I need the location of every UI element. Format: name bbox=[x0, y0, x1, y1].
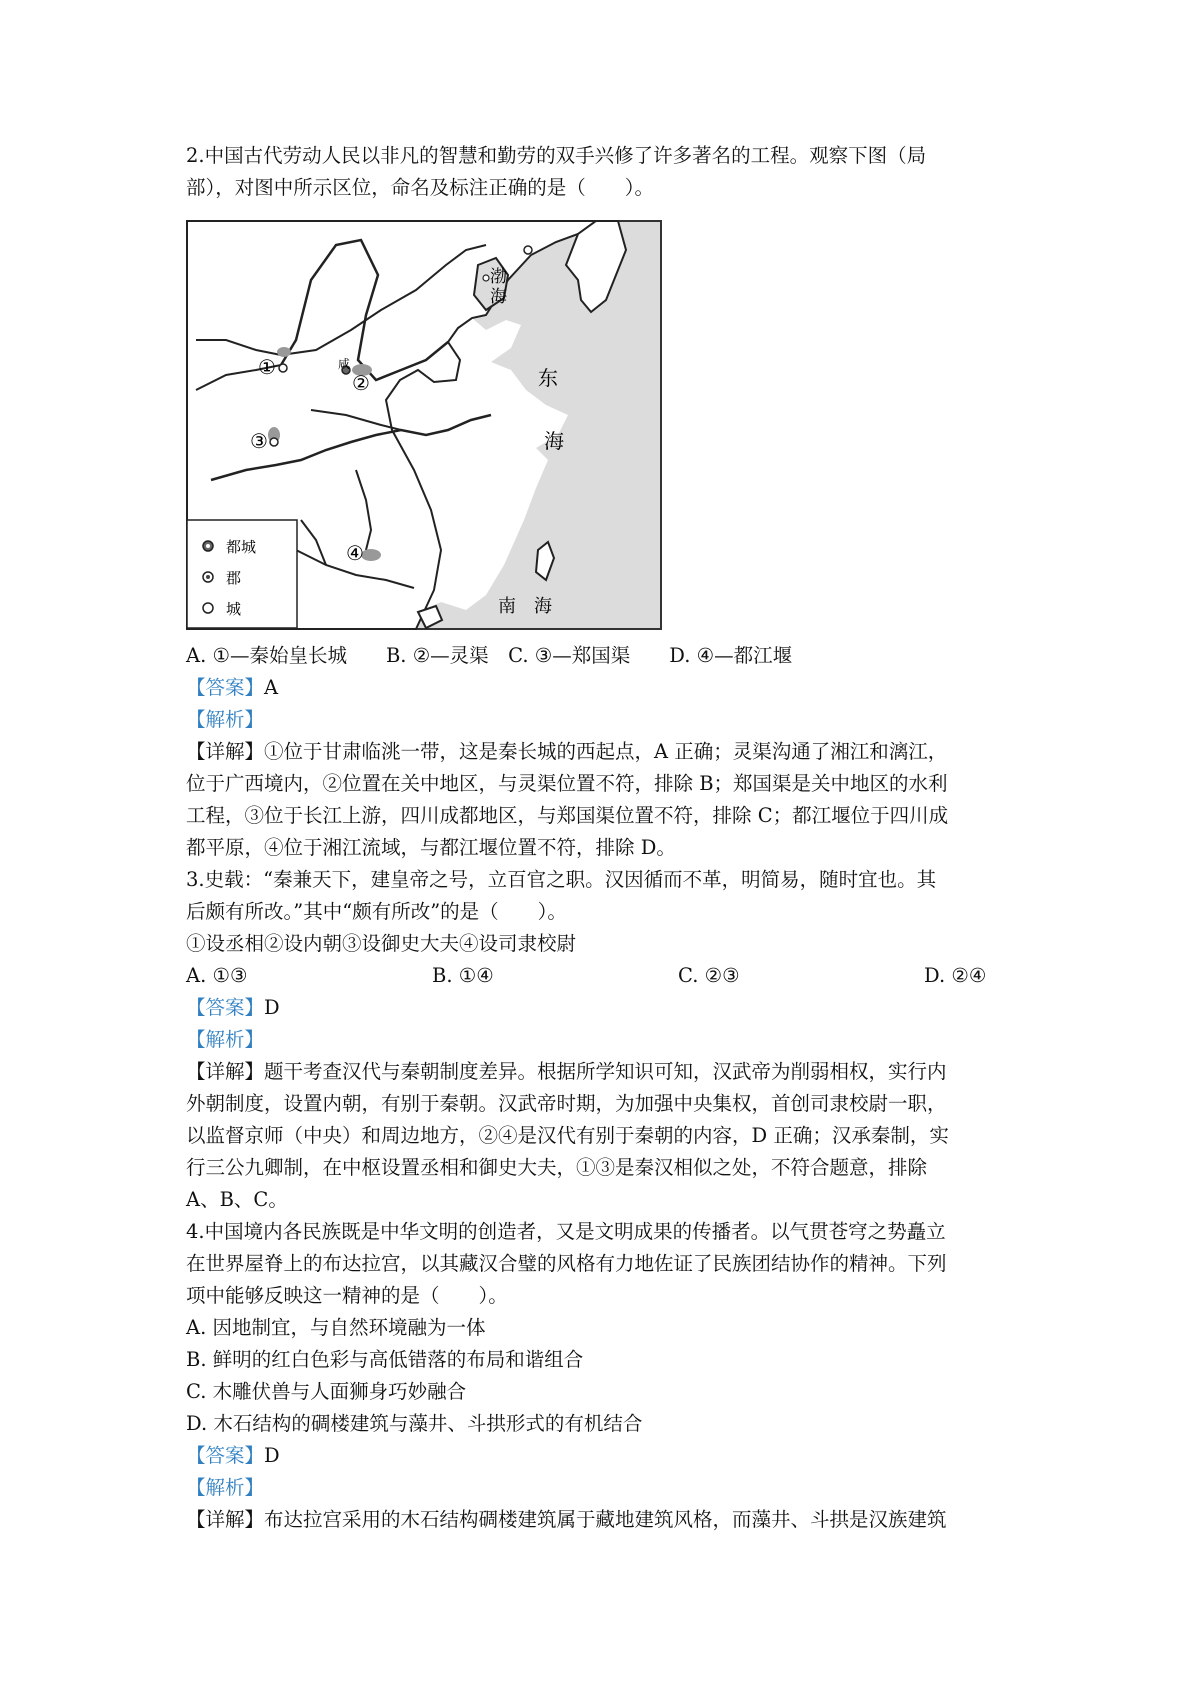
site-4-shading bbox=[361, 549, 381, 561]
q4-detail-text1: 布达拉宫采用的木石结构碉楼建筑属于藏地建筑风格，而藻井、斗拱是汉族建筑 bbox=[264, 1508, 947, 1531]
q2-options: A. ①—秦始皇长城 B. ②—灵渠 C. ③—郑国渠 D. ④—都江堰 bbox=[186, 644, 793, 667]
q3-option-c: C. ②③ bbox=[678, 964, 740, 987]
q3-answer: D bbox=[264, 996, 280, 1019]
q3-option-b: B. ①④ bbox=[432, 964, 494, 987]
site-marker-3: ③ bbox=[250, 429, 268, 453]
q3-detail-line5: A、B、C。 bbox=[186, 1188, 288, 1211]
q4-analysis-line bbox=[186, 1472, 1026, 1504]
map-legend bbox=[187, 520, 297, 628]
q2-analysis-line bbox=[186, 704, 1026, 736]
q3-items: ①设丞相②设内朝③设御史大夫④设司隶校尉 bbox=[186, 932, 577, 955]
label-bohai-2: 海 bbox=[490, 287, 507, 307]
document-page bbox=[186, 140, 1026, 1536]
q3-detail-line4: 行三公九卿制，在中枢设置丞相和御史大夫，①③是秦汉相似之处，不符合题意，排除 bbox=[186, 1156, 928, 1179]
analysis-tag: 【解析】 bbox=[186, 1028, 265, 1051]
q3-detail-line2: 外朝制度，设置内朝，有别于秦朝。汉武帝时期，为加强中央集权，首创司隶校尉一职， bbox=[186, 1092, 947, 1115]
legend-city-label: 城 bbox=[226, 600, 242, 618]
label-bohai-1: 渤 bbox=[490, 267, 507, 287]
city-marker bbox=[483, 275, 489, 281]
q4-option-c: C. 木雕伏兽与人面狮身巧妙融合 bbox=[186, 1380, 467, 1403]
q3-stem-line1: 3.史载：“秦兼天下，建皇帝之号，立百官之职。汉因循而不革，明简易，随时宜也。其 bbox=[186, 868, 937, 891]
legend-city-symbol bbox=[203, 603, 213, 613]
q4-stem-line1: 4.中国境内各民族既是中华文明的创造者，又是文明成果的传播者。以气贯苍穹之势矗立 bbox=[186, 1220, 946, 1243]
q2-stem-line1: 2.中国古代劳动人民以非凡的智慧和勤劳的双手兴修了许多著名的工程。观察下图（局 bbox=[186, 144, 927, 167]
map-figure bbox=[186, 220, 662, 630]
label-xianyang: 咸 bbox=[338, 357, 351, 371]
q3-stem-line2: 后颇有所改。”其中“颇有所改”的是（ ）。 bbox=[186, 900, 567, 923]
city-marker bbox=[270, 438, 278, 446]
q3-detail-line1 bbox=[186, 1056, 1026, 1088]
city-marker bbox=[279, 364, 287, 372]
q4-option-d: D. 木石结构的碉楼建筑与藻井、斗拱形式的有机结合 bbox=[186, 1412, 643, 1435]
site-marker-1: ① bbox=[258, 355, 276, 379]
q2-detail-line2: 位于广西境内，②位置在关中地区，与灵渠位置不符，排除 B；郑国渠是关中地区的水利 bbox=[186, 772, 948, 795]
legend-commandery-label: 郡 bbox=[226, 569, 242, 587]
q2-answer-line bbox=[186, 672, 1026, 704]
answer-tag: 【答案】 bbox=[186, 676, 265, 699]
legend-capital-dot bbox=[206, 544, 210, 548]
q2-stem-line2: 部），对图中所示区位，命名及标注正确的是（ ）。 bbox=[186, 176, 655, 199]
q3-answer-line bbox=[186, 992, 1026, 1024]
legend-commandery-dot bbox=[206, 575, 210, 579]
q3-option-d: D. ②④ bbox=[924, 964, 987, 987]
answer-tag: 【答案】 bbox=[186, 996, 265, 1019]
answer-tag: 【答案】 bbox=[186, 1444, 265, 1467]
q2-detail-text1: ①位于甘肃临洮一带，这是秦长城的西起点，A 正确；灵渠沟通了湘江和漓江， bbox=[264, 740, 948, 763]
detail-tag: 【详解】 bbox=[186, 740, 265, 763]
label-donghai-2: 海 bbox=[544, 429, 564, 453]
q4-stem-line2: 在世界屋脊上的布达拉宫，以其藏汉合璧的风格有力地佐证了民族团结协作的精神。下列 bbox=[186, 1252, 947, 1275]
label-donghai-1: 东 bbox=[538, 366, 558, 390]
analysis-tag: 【解析】 bbox=[186, 1476, 265, 1499]
q2-detail-line3: 工程，③位于长江上游，四川成都地区，与郑国渠位置不符，排除 C；都江堰位于四川成 bbox=[186, 804, 949, 827]
q3-analysis-line bbox=[186, 1024, 1026, 1056]
q3-options bbox=[186, 960, 1026, 992]
analysis-tag: 【解析】 bbox=[186, 708, 265, 731]
label-nanhai: 南 海 bbox=[498, 596, 552, 617]
q4-answer-line bbox=[186, 1440, 1026, 1472]
q3-detail-text1: 题干考查汉代与秦朝制度差异。根据所学知识可知，汉武帝为削弱相权，实行内 bbox=[264, 1060, 947, 1083]
detail-tag: 【详解】 bbox=[186, 1508, 265, 1531]
site-marker-4: ④ bbox=[346, 541, 364, 565]
q4-detail-line1 bbox=[186, 1504, 1026, 1536]
legend-capital-label: 都城 bbox=[226, 538, 257, 556]
q4-option-b: B. 鲜明的红白色彩与高低错落的布局和谐组合 bbox=[186, 1348, 584, 1371]
q4-answer: D bbox=[264, 1444, 280, 1467]
site-marker-2: ② bbox=[352, 371, 370, 395]
detail-tag: 【详解】 bbox=[186, 1060, 265, 1083]
q3-detail-line3: 以监督京师（中央）和周边地方，②④是汉代有别于秦朝的内容，D 正确；汉承秦制，实 bbox=[186, 1124, 949, 1147]
q4-stem-line3: 项中能够反映这一精神的是（ ）。 bbox=[186, 1284, 508, 1307]
q4-option-a: A. 因地制宜，与自然环境融为一体 bbox=[186, 1316, 486, 1339]
q3-option-a: A. ①③ bbox=[186, 964, 248, 987]
q2-detail-line4: 都平原，④位于湘江流域，与都江堰位置不符，排除 D。 bbox=[186, 836, 676, 859]
city-marker bbox=[524, 246, 532, 254]
historical-map bbox=[186, 220, 662, 630]
site-1-shading bbox=[277, 347, 291, 357]
q2-answer: A bbox=[264, 676, 279, 699]
q2-detail-line1 bbox=[186, 736, 1026, 768]
